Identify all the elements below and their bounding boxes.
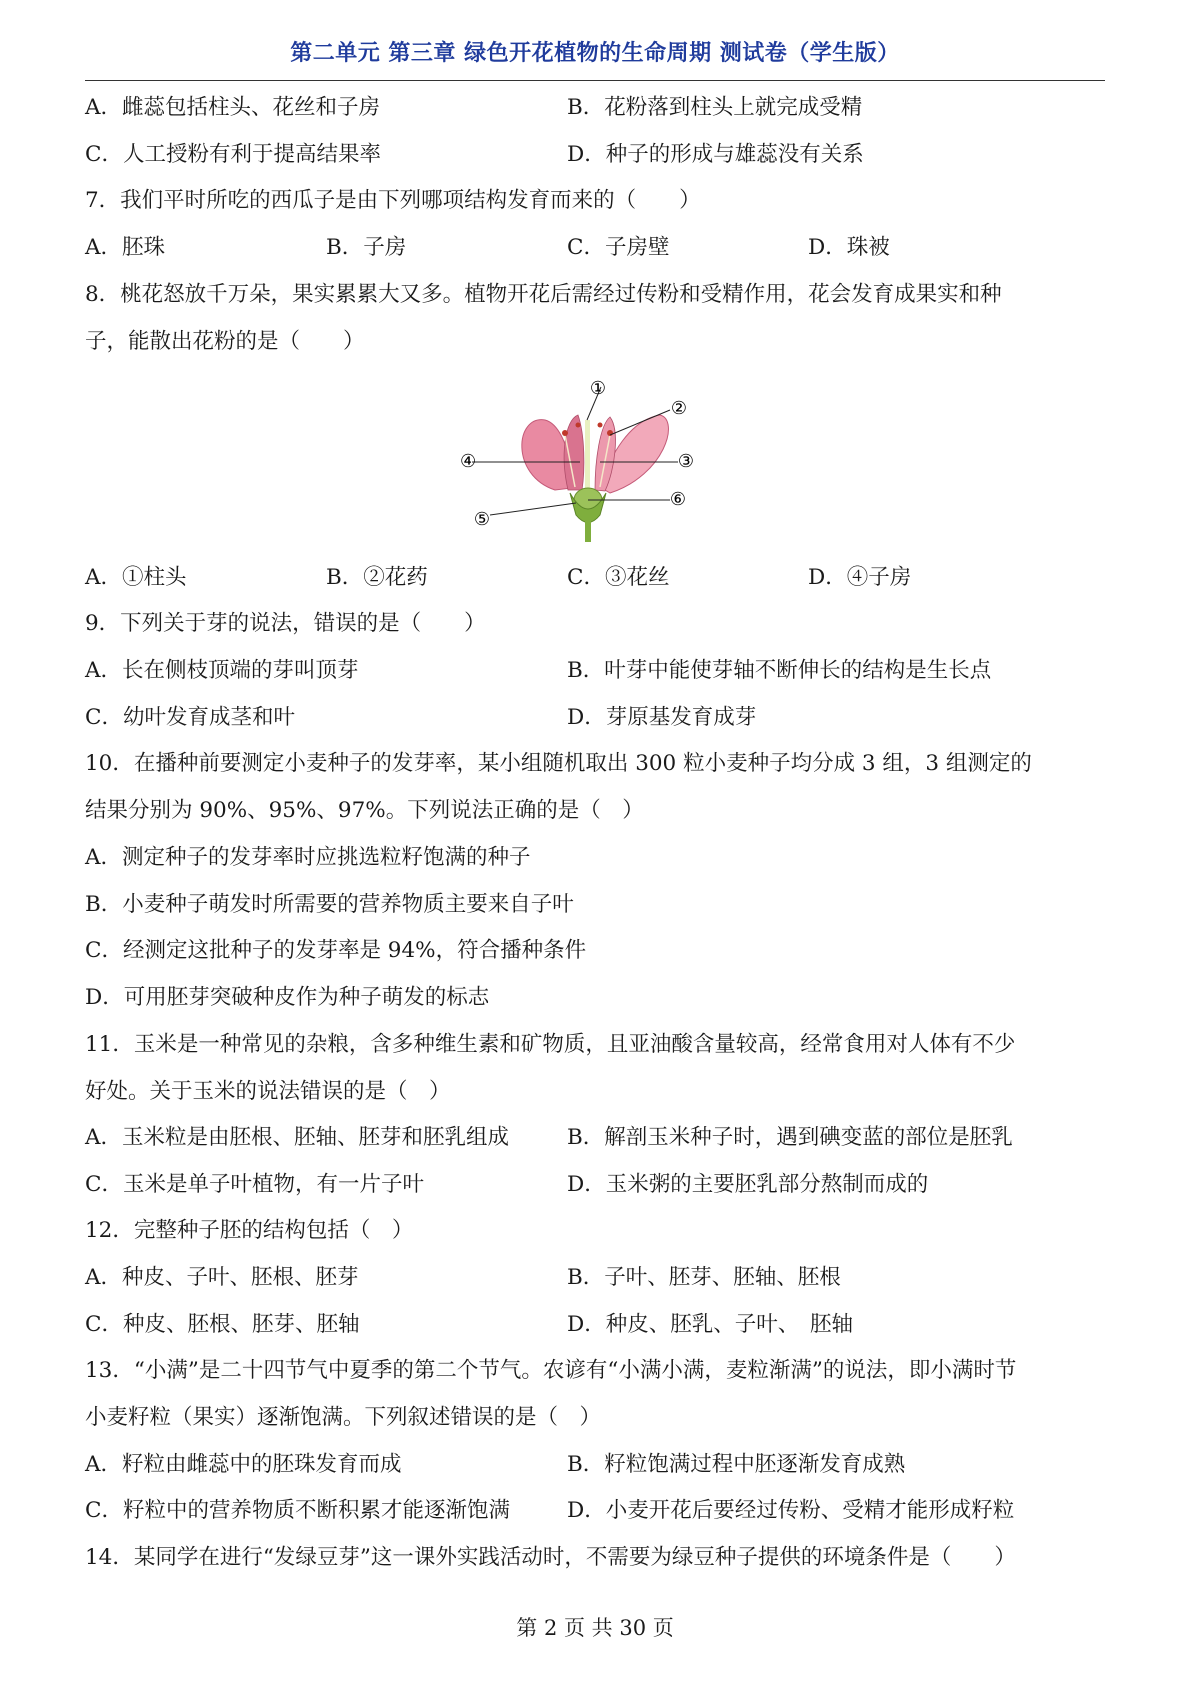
q8-option-b: B．②花药: [326, 565, 428, 590]
q7-option-c: C．子房壁: [567, 235, 670, 260]
header-rule: [85, 80, 1105, 81]
label-4: ④: [460, 451, 477, 472]
label-5: ⑤: [473, 509, 491, 530]
q12-option-a: A．种皮、子叶、胚根、胚芽: [85, 1265, 359, 1290]
q13-stem-line2: 小麦籽粒（果实）逐渐饱满。下列叙述错误的是（ ）: [85, 1405, 602, 1430]
q7-option-d: D．珠被: [808, 235, 890, 260]
q8-option-c: C．③花丝: [567, 565, 670, 590]
q8-stem-line1: 8．桃花怒放千万朵，果实累累大又多。植物开花后需经过传粉和受精作用，花会发育成果实和种: [85, 282, 1002, 307]
q9-option-d: D．芽原基发育成芽: [567, 705, 757, 730]
q7-option-a: A．胚珠: [85, 235, 166, 260]
q11-option-b: B．解剖玉米种子时，遇到碘变蓝的部位是胚乳: [567, 1125, 1013, 1150]
q6-option-d: D．种子的形成与雄蕊没有关系: [567, 142, 864, 167]
q10-option-c: C．经测定这批种子的发芽率是 94%，符合播种条件: [85, 938, 587, 963]
anther-3: [576, 423, 581, 428]
page-number: 第 2 页 共 30 页: [516, 1616, 674, 1640]
q9-option-a: A．长在侧枝顶端的芽叫顶芽: [85, 658, 359, 683]
q6-option-c: C．人工授粉有利于提高结果率: [85, 142, 381, 167]
page-header-title: 第二单元 第三章 绿色开花植物的生命周期 测试卷（学生版）: [290, 41, 900, 66]
q9-option-b: B．叶芽中能使芽轴不断伸长的结构是生长点: [567, 658, 992, 683]
q11-option-c: C．玉米是单子叶植物，有一片子叶: [85, 1172, 424, 1197]
anther-2: [607, 430, 613, 436]
anther-4: [598, 423, 603, 428]
q6-option-b: B．花粉落到柱头上就完成受精: [567, 95, 863, 120]
q11-stem-line2: 好处。关于玉米的说法错误的是（ ）: [85, 1079, 451, 1104]
q6-option-a: A．雌蕊包括柱头、花丝和子房: [85, 95, 381, 120]
q8-option-a: A．①柱头: [85, 565, 187, 590]
pistil-style: [585, 420, 590, 490]
q12-stem: 12．完整种子胚的结构包括（ ）: [85, 1218, 414, 1243]
anther-1: [562, 430, 568, 436]
q13-option-c: C．籽粒中的营养物质不断积累才能逐渐饱满: [85, 1498, 510, 1523]
flower-structure-diagram: [460, 375, 730, 545]
q11-option-a: A．玉米粒是由胚根、胚轴、胚芽和胚乳组成: [85, 1125, 510, 1150]
q10-stem-line2: 结果分别为 90%、95%、97%。下列说法正确的是（ ）: [85, 798, 644, 823]
q10-option-d: D．可用胚芽突破种皮作为种子萌发的标志: [85, 985, 490, 1010]
q13-option-a: A．籽粒由雌蕊中的胚珠发育而成: [85, 1452, 402, 1477]
q8-option-d: D．④子房: [808, 565, 912, 590]
q13-option-d: D．小麦开花后要经过传粉、受精才能形成籽粒: [567, 1498, 1015, 1523]
label-6: ⑥: [669, 489, 687, 510]
q13-stem-line1: 13．“小满”是二十四节气中夏季的第二个节气。农谚有“小满小满，麦粒渐满”的说法，即小满时节: [85, 1358, 1017, 1383]
q12-option-c: C．种皮、胚根、胚芽、胚轴: [85, 1312, 360, 1337]
q11-option-d: D．玉米粥的主要胚乳部分熬制而成的: [567, 1172, 929, 1197]
q9-option-c: C．幼叶发育成茎和叶: [85, 705, 295, 730]
pedicel: [585, 520, 591, 542]
q8-stem-line2: 子，能散出花粉的是（ ）: [85, 329, 365, 354]
q10-option-a: A．测定种子的发芽率时应挑选粒籽饱满的种子: [85, 845, 531, 870]
q11-stem-line1: 11．玉米是一种常见的杂粮，含多种维生素和矿物质，且亚油酸含量较高，经常食用对人体有不少: [85, 1032, 1016, 1057]
label-1: ①: [589, 378, 607, 399]
q12-option-b: B．子叶、胚芽、胚轴、胚根: [567, 1265, 841, 1290]
q7-option-b: B．子房: [326, 235, 407, 260]
q14-stem: 14．某同学在进行“发绿豆芽”这一课外实践活动时，不需要为绿豆种子提供的环境条件是（ ）: [85, 1545, 1016, 1570]
label-3: ③: [677, 451, 695, 472]
q10-stem-line1: 10．在播种前要测定小麦种子的发芽率，某小组随机取出 300 粒小麦种子均分成 3 组，3 组测定的: [85, 751, 1032, 776]
q13-option-b: B．籽粒饱满过程中胚逐渐发育成熟: [567, 1452, 906, 1477]
q9-stem: 9．下列关于芽的说法，错误的是（ ）: [85, 611, 486, 636]
q10-option-b: B．小麦种子萌发时所需要的营养物质主要来自子叶: [85, 892, 574, 917]
q12-option-d: D．种皮、胚乳、子叶、 胚轴: [567, 1312, 853, 1337]
q7-stem: 7．我们平时所吃的西瓜子是由下列哪项结构发育而来的（ ）: [85, 188, 701, 213]
label-2: ②: [670, 398, 688, 419]
